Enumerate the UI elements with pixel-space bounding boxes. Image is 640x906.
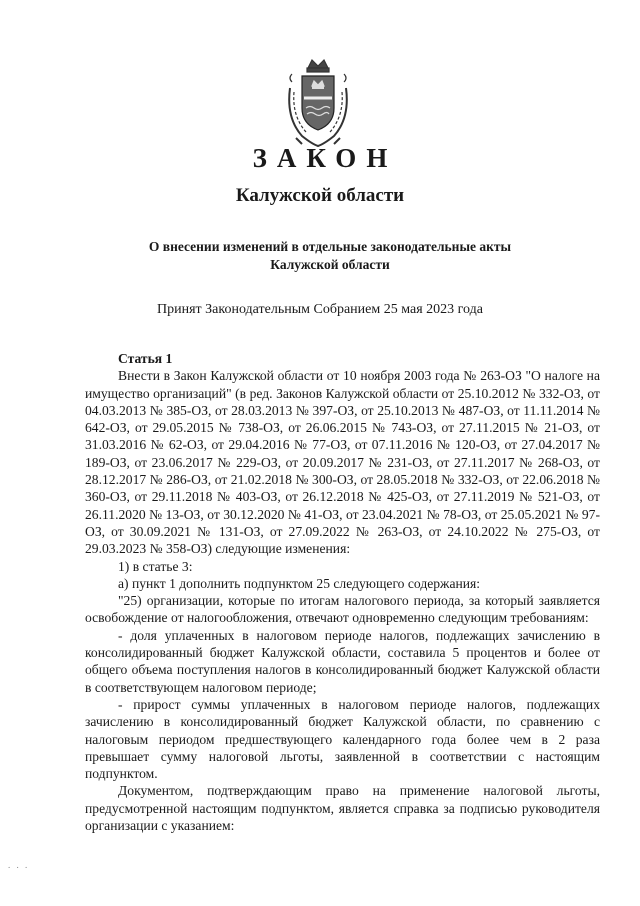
coat-of-arms-emblem	[282, 58, 354, 148]
accepted-date: Принят Законодательным Собранием 25 мая 2023 года	[157, 302, 483, 317]
paragraph: "25) организации, которые по итогам налогового периода, за который заявляется освобождение от налогообложения, отвечают одновременно следующим требованиям:	[85, 593, 600, 626]
document-body	[85, 350, 600, 834]
law-heading-line: О внесении изменений в отдельные законодательные акты	[148, 239, 512, 254]
article-heading: Статья 1	[118, 351, 173, 366]
paragraph: Внести в Закон Калужской области от 10 ноября 2003 года № 263-ОЗ "О налоге на имущество организаций" (в ред. Законов Калужской области от 25.10.2012 № 332-ОЗ, от 04.03.2013 № 385-ОЗ, от 28.03.2013 № 397-ОЗ, от 25.10.2013 № 487-ОЗ, от 11.11.2014 № 642-ОЗ, от 29.05.2015 № 738-ОЗ, от 26.06.2015 № 743-ОЗ, от 27.11.2015 № 21-ОЗ, от 31.03.2016 № 62-ОЗ, от 29.04.2016 № 77-ОЗ, от 07.11.2016 № 120-ОЗ, от 27.04.2017 № 189-ОЗ, от 23.06.2017 № 229-ОЗ, от 20.09.2017 № 231-ОЗ, от 27.11.2017 № 268-ОЗ, от 28.12.2017 № 286-ОЗ, от 21.02.2018 № 300-ОЗ, от 28.05.2018 № 332-ОЗ, от 22.06.2018 № 360-ОЗ, от 29.11.2018 № 403-ОЗ, от 26.12.2018 № 425-ОЗ, от 27.11.2019 № 521-ОЗ, от 26.11.2020 № 13-ОЗ, от 30.12.2020 № 41-ОЗ, от 23.04.2021 № 78-ОЗ, от 25.05.2021 № 97-ОЗ, от 30.09.2021 № 131-ОЗ, от 27.09.2022 № 263-ОЗ, от 24.10.2022 № 275-ОЗ, от 29.03.2023 № 358-ОЗ) следующие изменения:	[85, 368, 600, 557]
law-heading-line: Калужской области	[270, 257, 390, 272]
paragraph: Документом, подтверждающим право на применение налоговой льготы, предусмотренной настоящим подпунктом, является справка за подписью руководителя организации с указанием:	[85, 783, 600, 834]
document-subtitle: Калужской области	[235, 185, 405, 206]
paragraph: 1) в статье 3:	[118, 558, 193, 574]
document-title: ЗАКОН	[252, 143, 398, 173]
paragraph: - доля уплаченных в налоговом периоде налогов, подлежащих зачислению в консолидированный бюджет Калужской области, составила 5 процентов и более от общего объема поступления налогов в консолидированный бюджет Калужской области в соответствующем налоговом периоде;	[85, 627, 600, 695]
paragraph: а) пункт 1 дополнить подпунктом 25 следующего содержания:	[118, 575, 481, 591]
scan-artifact: . . .	[8, 860, 30, 870]
paragraph: - прирост суммы уплаченных в налоговом периоде налогов, подлежащих зачислению в консолидированный бюджет Калужской области, по сравнению с налоговым периодом предшествующего календарного года более чем в 2 раза превышает сумму налоговой льготы, заявленной в соответствии с настоящим подпунктом.	[85, 696, 600, 782]
law-heading	[120, 238, 540, 274]
